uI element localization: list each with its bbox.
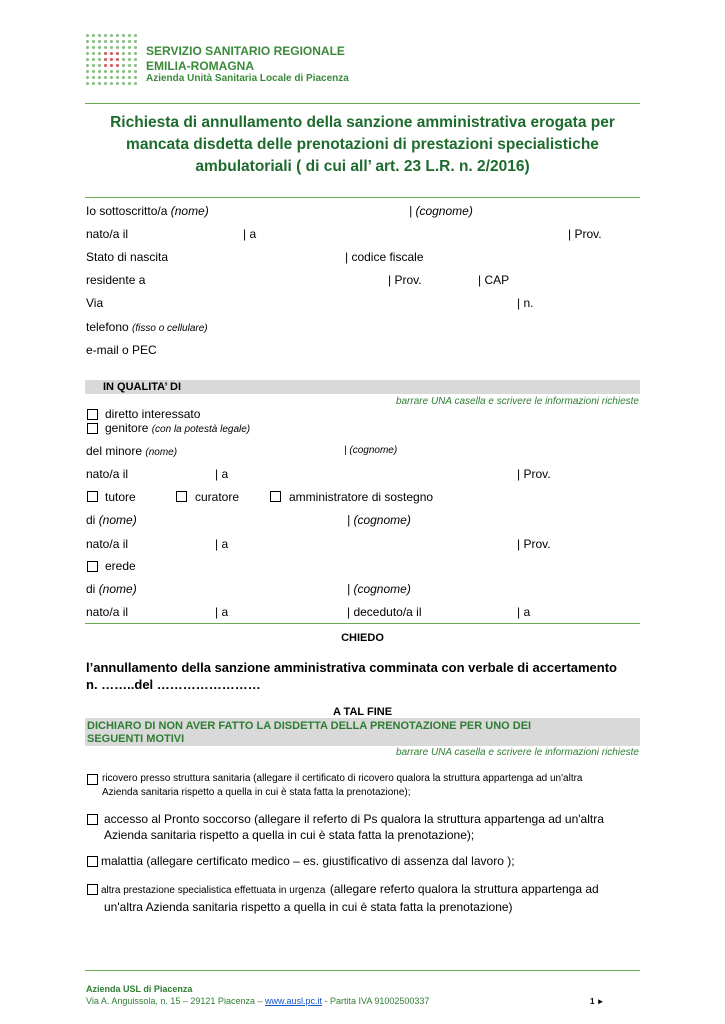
erede-di-label: di (nome) [86,582,137,596]
org-asl: Azienda Unità Sanitaria Locale di Piacenza [146,73,349,84]
diretto-checkbox[interactable] [87,409,98,420]
di-prov-field[interactable]: | Prov. [517,537,551,551]
logo-dot [104,70,107,73]
logo-dot [92,82,95,85]
org-region: EMILIA-ROMAGNA [146,59,254,73]
telefono-label: telefono (fisso o cellulare) [86,320,208,334]
di-cognome-field[interactable]: | (cognome) [347,513,411,527]
logo-dot [86,82,89,85]
minore-label: del minore (nome) [86,444,178,458]
logo-dot [122,70,125,73]
erede-label: erede [105,559,136,573]
logo-dot [122,76,125,79]
logo-dot [134,70,137,73]
minore-nato-label: nato/a il [86,467,129,481]
logo-dot [110,64,113,67]
logo-dot [86,76,89,79]
logo-dot [122,82,125,85]
logo-dot [116,40,119,43]
sottoscritto-label: Io sottoscritto/a (nome) [86,204,209,218]
logo-dot [134,40,137,43]
logo-dot [134,64,137,67]
logo-dot [92,40,95,43]
tutore-label: tutore [105,490,136,504]
logo-dot [98,70,101,73]
logo-dot [86,46,89,49]
logo-dot [104,76,107,79]
minore-cognome-field[interactable]: | (cognome) [344,445,398,456]
logo-dot [104,52,107,55]
footer-org: Azienda USL di Piacenza [86,984,193,994]
org-name: SERVIZIO SANITARIO REGIONALE [146,44,345,58]
logo-dot [128,76,131,79]
logo-dot [116,70,119,73]
logo-dot [98,40,101,43]
logo-dot [110,34,113,37]
cap-field[interactable]: | CAP [478,273,510,287]
logo-dot [116,58,119,61]
dichiaro-heading: DICHIARO DI NON AVER FATTO LA DISDETTA DELLA PRENOTAZIONE PER UNO DEI SEGUENTI MOTIVI [87,720,532,745]
deceduto-luogo-field[interactable]: | a [517,605,531,619]
logo-dot [134,52,137,55]
logo-dot [104,40,107,43]
a-tal-fine-heading: A TAL FINE [332,706,393,718]
residente-label: residente a [86,273,146,287]
prov-nascita-field[interactable]: | Prov. [568,227,602,241]
logo-dot [128,70,131,73]
logo-dot [98,64,101,67]
logo-dot [86,58,89,61]
logo-dot [116,52,119,55]
stato-nascita-label: Stato di nascita [86,250,169,264]
via-label: Via [86,296,104,310]
logo-dot [128,82,131,85]
logo-dot [92,34,95,37]
altra-prestazione-checkbox[interactable] [87,884,98,895]
codice-fiscale-field[interactable]: | codice fiscale [345,250,424,264]
logo-dot [116,82,119,85]
logo-dot [98,76,101,79]
email-label: e-mail o PEC [86,343,157,357]
logo-dot [110,58,113,61]
erede-checkbox[interactable] [87,561,98,572]
logo-dot [128,52,131,55]
nato-il-label: nato/a il [86,227,129,241]
logo-dot [134,46,137,49]
logo-dot [128,40,131,43]
logo-dot [92,64,95,67]
logo-dot [128,46,131,49]
logo-dot [92,46,95,49]
logo-dot [98,82,101,85]
ricovero-label: ricovero presso struttura sanitaria (allegare il certificato di ricovero qualora la struttura appartenga ad un'altra Azienda sanitaria rispetto a quella in cui è stata fatta la prenotazione); [102,773,583,798]
chiedo-heading: CHIEDO [341,632,384,644]
logo-dot [122,52,125,55]
logo-dot [98,58,101,61]
logo-dot [122,64,125,67]
logo-dot [104,46,107,49]
malattia-label: malattia (allegare certificato medico – es. giustificativo di assenza dal lavoro ); [101,854,515,868]
pronto-soccorso-checkbox[interactable] [87,814,98,825]
curatore-checkbox[interactable] [176,491,187,502]
malattia-checkbox[interactable] [87,856,98,867]
logo-dot [98,52,101,55]
section-rule [85,623,640,624]
luogo-nascita-field[interactable]: | a [243,227,257,241]
logo-dot [116,46,119,49]
logo-dot [110,52,113,55]
header-rule [85,103,640,104]
footer-address: Via A. Anguissola, n. 15 – 29121 Piacenza – www.ausl.pc.it - Partita IVA 91002500337 [86,996,430,1006]
page-title: Richiesta di annullamento della sanzione amministrativa erogata per mancata disdetta delle prenotazioni di prestazioni specialistiche ambulatoriali ( di cui all’ art. 23 L.R. n. 2/2016) [110,114,615,175]
logo-dot [98,46,101,49]
logo-dot [134,76,137,79]
qualita-heading: IN QUALITA’ DI [103,381,182,393]
logo-dot [104,82,107,85]
curatore-label: curatore [195,490,240,504]
cognome-field[interactable]: | (cognome) [409,204,473,218]
logo-dot [122,58,125,61]
qualita-instruction: barrare UNA casella e scrivere le informazioni richieste [395,396,639,407]
logo-dot [92,58,95,61]
genitore-checkbox[interactable] [87,423,98,434]
logo-dot [110,40,113,43]
logo-dot [92,70,95,73]
dichiaro-instruction: barrare UNA casella e scrivere le informazioni richieste [395,747,639,758]
logo-dot [116,64,119,67]
logo-dot [110,70,113,73]
page-number: 1 ► [590,997,605,1006]
logo-dot [92,52,95,55]
tutore-checkbox[interactable] [87,491,98,502]
logo-dot [104,64,107,67]
logo-dot [86,70,89,73]
di-nato-label: nato/a il [86,537,129,551]
title-rule [85,197,640,198]
logo-dot [104,58,107,61]
minore-luogo-field[interactable]: | a [215,467,229,481]
logo-dot [86,34,89,37]
logo-dot [128,34,131,37]
logo-dot [116,76,119,79]
civico-field[interactable]: | n. [517,296,534,310]
logo-dot [122,46,125,49]
deceduto-field[interactable]: | deceduto/a il [347,605,422,619]
logo-dot [134,34,137,37]
pronto-soccorso-label: accesso al Pronto soccorso (allegare il referto di Ps qualora la struttura appartenga ad un'altra Azienda sanitaria rispetto a quella in cui è stata fatta la prenotazione); [104,812,604,842]
logo-dot [92,76,95,79]
logo-dot [128,64,131,67]
logo-dot [128,58,131,61]
genitore-label: genitore (con la potestà legale) [105,421,251,435]
altra-prestazione-label: altra prestazione specialistica effettuata in urgenza (allegare referto qualora la struttura appartenga ad un'altra Azienda sanitaria rispetto a quella in cui è stata fatta la prenotazione) [101,882,599,914]
logo-dot [122,34,125,37]
erede-nato-label: nato/a il [86,605,129,619]
diretto-label: diretto interessato [105,407,201,421]
logo-mark [86,34,138,86]
erede-luogo-field[interactable]: | a [215,605,229,619]
logo-dot [110,82,113,85]
logo-dot [110,76,113,79]
logo-dot [122,40,125,43]
logo-dot [134,58,137,61]
footer-url-link[interactable]: www.ausl.pc.it [264,996,323,1006]
logo-dot [86,40,89,43]
logo-dot [116,34,119,37]
erede-cognome-field[interactable]: | (cognome) [347,582,411,596]
footer-rule [85,970,640,971]
logo-dot [86,52,89,55]
amministratore-label: amministratore di sostegno [289,490,434,504]
logo-dot [104,34,107,37]
logo-dot [98,34,101,37]
di-luogo-field[interactable]: | a [215,537,229,551]
amministratore-checkbox[interactable] [270,491,281,502]
logo-dot [110,46,113,49]
prov-residenza-field[interactable]: | Prov. [388,273,422,287]
di-label: di (nome) [86,513,137,527]
minore-prov-field[interactable]: | Prov. [517,467,551,481]
logo-dot [134,82,137,85]
annullamento-text: l’annullamento della sanzione amministrativa comminata con verbale di accertamento n. ……..del …………………… [86,660,618,692]
ricovero-checkbox[interactable] [87,774,98,785]
logo-dot [86,64,89,67]
